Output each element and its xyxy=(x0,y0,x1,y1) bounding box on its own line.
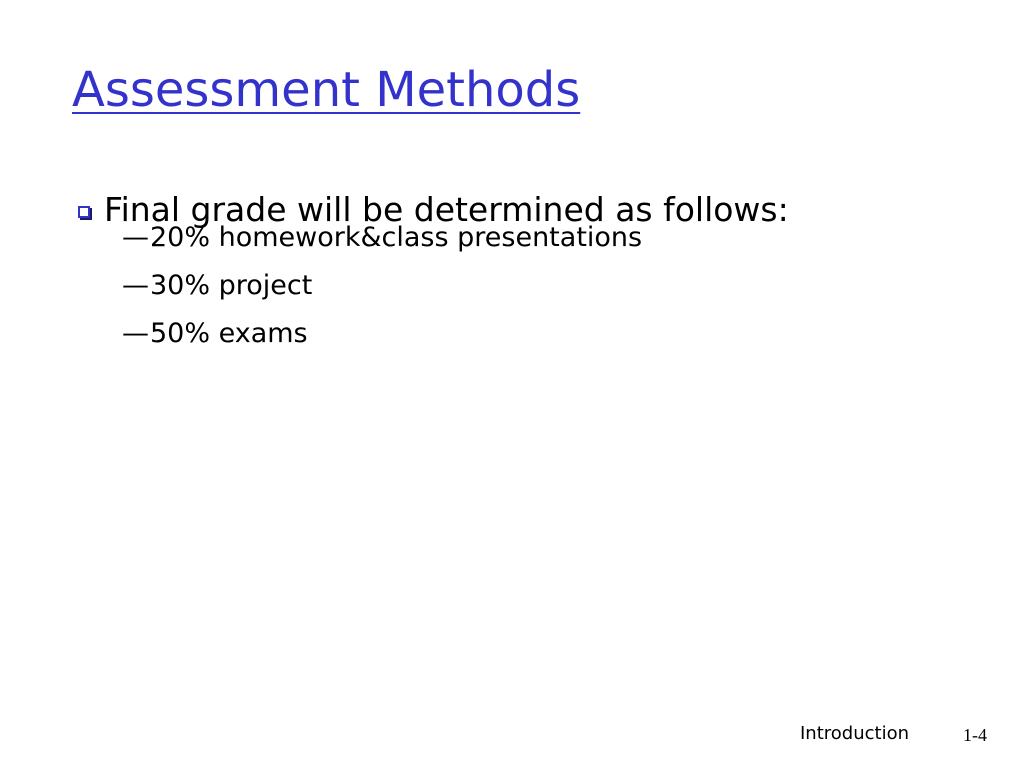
square-bullet-icon xyxy=(78,206,90,218)
sub-bullet-text: 20% homework&class presentations xyxy=(150,222,643,253)
sub-bullet-item xyxy=(122,214,642,262)
sub-bullet-item xyxy=(122,262,642,310)
sub-bullet-text: 30% project xyxy=(150,270,313,301)
sub-bullet-item xyxy=(122,310,642,358)
slide-title: Assessment Methods xyxy=(72,62,581,118)
sub-bullet-list xyxy=(122,214,642,358)
dash-marker: — xyxy=(122,222,149,253)
dash-marker: — xyxy=(122,318,149,349)
dash-marker: — xyxy=(122,270,149,301)
sub-bullet-text: 50% exams xyxy=(150,318,308,349)
main-bullet-text: Final grade will be determined as follows: xyxy=(104,190,789,229)
footer-label: Introduction xyxy=(800,723,910,744)
page-number: 1-4 xyxy=(963,725,987,745)
